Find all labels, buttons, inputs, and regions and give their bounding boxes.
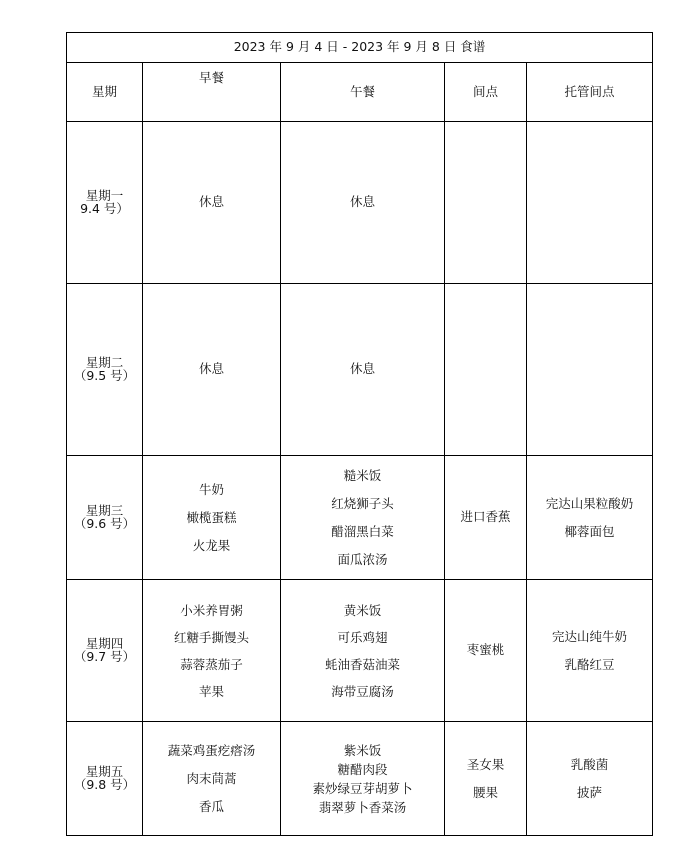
breakfast-cell: [143, 284, 281, 456]
lunch-cell: [281, 456, 445, 580]
snack-cell: [445, 580, 527, 722]
lunch-cell: [281, 722, 445, 836]
menu-item: 乳酪红豆: [564, 656, 615, 672]
menu-item: 完达山纯牛奶: [552, 628, 628, 644]
day-cell: [67, 456, 143, 580]
table-row-tuesday: [67, 284, 653, 456]
menu-item: 橄榄蛋糕: [186, 509, 237, 525]
day-name: 星期三: [85, 503, 124, 518]
header-aftercare: 托管间点: [527, 63, 653, 122]
menu-item: 红烧狮子头: [331, 495, 394, 511]
day-name: 星期一: [85, 188, 124, 203]
menu-item: 糙米饭: [343, 467, 382, 483]
menu-item: 休息: [349, 194, 375, 210]
header-day: 星期: [67, 63, 143, 122]
breakfast-cell: [143, 722, 281, 836]
header-snack: 间点: [445, 63, 527, 122]
table-row-friday: [67, 722, 653, 836]
menu-item: 进口香蕉: [460, 509, 511, 525]
menu-item: 休息: [198, 194, 224, 210]
day-name: 星期五: [85, 764, 124, 779]
menu-item: 黄米饭: [343, 602, 382, 618]
table-row-wednesday: [67, 456, 653, 580]
snack-cell: [445, 284, 527, 456]
breakfast-cell: [143, 122, 281, 284]
header-lunch: 午餐: [281, 63, 445, 122]
header-row: [67, 63, 653, 122]
table-row-thursday: [67, 580, 653, 722]
menu-item: 蚝油香菇油菜: [324, 656, 400, 672]
breakfast-cell: [143, 580, 281, 722]
aftercare-cell: [527, 722, 653, 836]
menu-item: 海带豆腐汤: [331, 683, 394, 699]
day-cell: [67, 580, 143, 722]
menu-table: [66, 32, 653, 836]
menu-item: 腰果: [472, 784, 498, 800]
lunch-cell: [281, 580, 445, 722]
menu-item: 蔬菜鸡蛋疙瘩汤: [167, 742, 256, 758]
aftercare-cell: [527, 580, 653, 722]
header-breakfast: 早餐: [143, 63, 281, 122]
menu-item: 可乐鸡翅: [337, 629, 388, 645]
day-cell: [67, 122, 143, 284]
menu-item: 披萨: [577, 784, 603, 800]
day-date: （9.5 号）: [73, 367, 136, 383]
day-date: （9.8 号）: [73, 776, 136, 792]
menu-item: 乳酸菌: [570, 756, 609, 772]
menu-item: 糖醋肉段: [337, 761, 388, 777]
day-cell: [67, 284, 143, 456]
aftercare-cell: [527, 456, 653, 580]
menu-item: 小米养胃粥: [180, 602, 243, 618]
table-row-monday: [67, 122, 653, 284]
menu-item: 香瓜: [198, 798, 224, 814]
breakfast-cell: [143, 456, 281, 580]
menu-item: 翡翠萝卜香菜汤: [318, 799, 407, 815]
day-date: 9.4 号）: [80, 200, 129, 216]
snack-cell: [445, 122, 527, 284]
snack-cell: [445, 456, 527, 580]
day-name: 星期四: [85, 636, 124, 651]
menu-item: 枣蜜桃: [466, 642, 505, 658]
snack-cell: [445, 722, 527, 836]
menu-item: 休息: [198, 361, 224, 377]
aftercare-cell: [527, 122, 653, 284]
menu-item: 椰蓉面包: [564, 523, 615, 539]
lunch-cell: [281, 122, 445, 284]
day-name: 星期二: [85, 355, 124, 370]
menu-item: 肉末茼蒿: [186, 770, 237, 786]
menu-item: 素炒绿豆芽胡萝卜: [312, 780, 413, 796]
menu-item: 面瓜浓汤: [337, 551, 388, 567]
menu-item: 醋溜黑白菜: [331, 523, 394, 539]
menu-item: 蒜蓉蒸茄子: [180, 656, 243, 672]
day-date: （9.6 号）: [73, 515, 136, 531]
aftercare-cell: [527, 284, 653, 456]
day-cell: [67, 722, 143, 836]
menu-title: 2023 年 9 月 4 日 - 2023 年 9 月 8 日 食谱: [67, 33, 653, 63]
menu-item: 牛奶: [198, 481, 224, 497]
menu-item: 火龙果: [192, 537, 231, 553]
menu-item: 苹果: [198, 683, 224, 699]
menu-item: 完达山果粒酸奶: [545, 495, 634, 511]
menu-item: 红糖手撕馒头: [173, 629, 249, 645]
menu-item: 休息: [349, 361, 375, 377]
day-date: （9.7 号）: [73, 648, 136, 664]
menu-item: 圣女果: [466, 756, 505, 772]
lunch-cell: [281, 284, 445, 456]
menu-item: 紫米饭: [343, 742, 382, 758]
